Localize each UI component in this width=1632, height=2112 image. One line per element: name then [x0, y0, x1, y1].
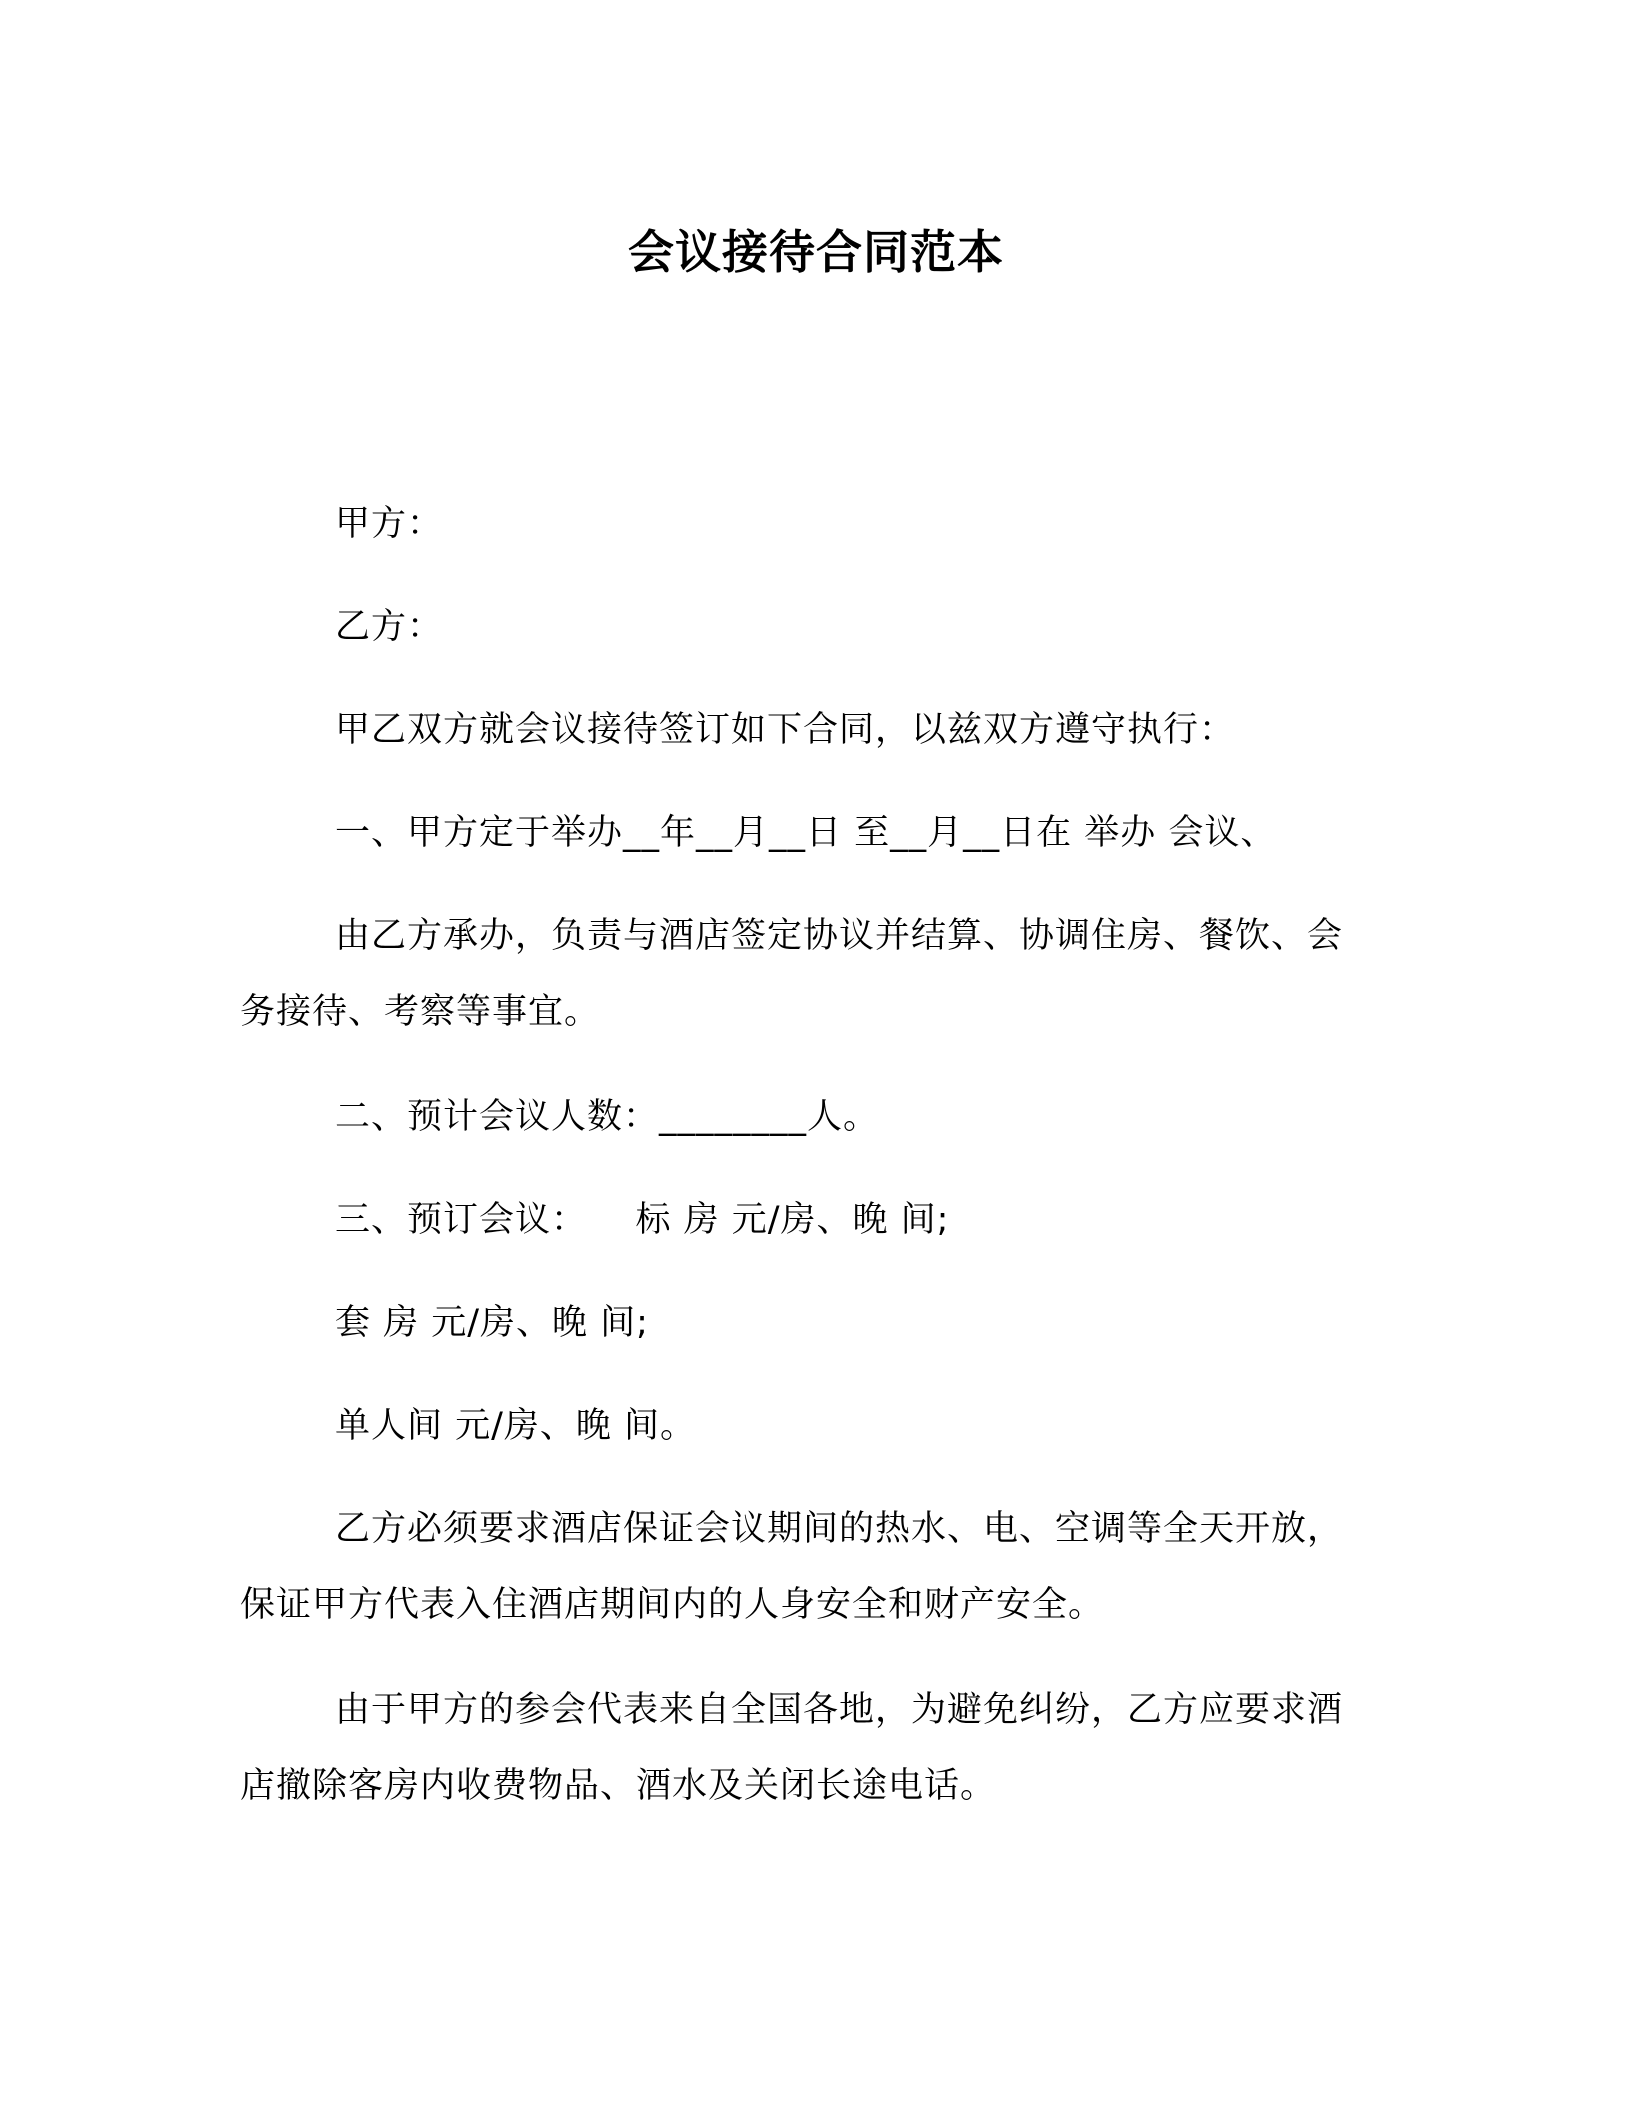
requirement-2-line-2: 店撤除客房内收费物品、酒水及关闭长途电话。 [240, 1766, 997, 1806]
requirement-2-line-1: 由于甲方的参会代表来自全国各地，为避免纠纷，乙方应要求酒 [335, 1690, 1344, 1730]
clause-1-line: 一、甲方定于举办__年__月__日 至__月__日在 举办 会议、 [335, 813, 1277, 853]
single-room-line: 单人间 元/房、晚 间。 [335, 1406, 697, 1446]
intro-paragraph: 甲乙双方就会议接待签订如下合同，以兹双方遵守执行： [335, 710, 1236, 750]
requirement-1-line-1: 乙方必须要求酒店保证会议期间的热水、电、空调等全天开放， [335, 1509, 1344, 1549]
party-b-line: 乙方： [335, 607, 444, 647]
clause-3-line: 三、预订会议： 标 房 元/房、晚 间; [335, 1200, 950, 1240]
clause-1-continuation [240, 898, 1380, 1050]
document-title: 会议接待合同范本 [628, 225, 1004, 279]
clause-2-line: 二、预计会议人数：________人。 [335, 1097, 880, 1137]
requirement-2-paragraph [240, 1672, 1380, 1824]
party-a-line: 甲方： [335, 504, 444, 544]
clause-1-continuation-line-1: 由乙方承办，负责与酒店签定协议并结算、协调住房、餐饮、会 [335, 916, 1344, 956]
suite-room-line: 套 房 元/房、晚 间; [335, 1303, 649, 1343]
clause-1-continuation-line-2: 务接待、考察等事宜。 [240, 992, 601, 1032]
requirement-1-line-2: 保证甲方代表入住酒店期间内的人身安全和财产安全。 [240, 1585, 1105, 1625]
requirement-1-paragraph [240, 1491, 1380, 1643]
